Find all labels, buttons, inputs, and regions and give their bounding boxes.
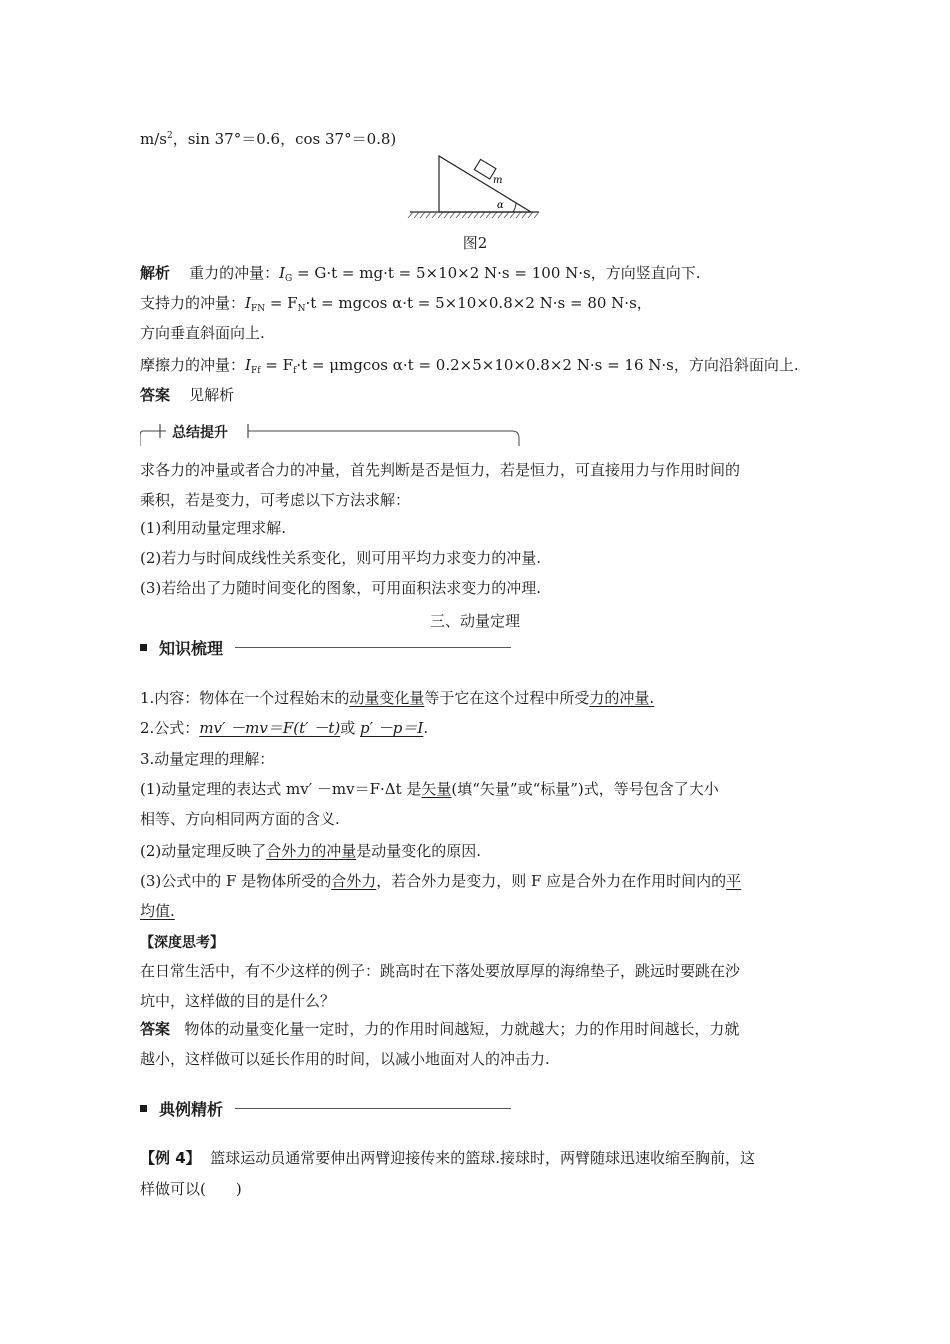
knowledge-p4: (1)动量定理的表达式 mv′ －mv＝F·Δt 是矢量(填“矢量”或“标量”)式，等号包含了大小: [140, 780, 719, 798]
deep-q1: 在日常生活中，有不少这样的例子：跳高时在下落处要放厚厚的海绵垫子，跳远时要跳在沙: [140, 962, 741, 980]
solution-gravity: 解析 重力的冲量：$I_G = G\cdot t = mg\cdot t = 5\times 10\times 2$ N·s = 100 N·s，方向竖直向下.: [140, 264, 701, 284]
incline-figure: [405, 150, 545, 222]
solution-normal-dir: 方向垂直斜面向上.: [140, 324, 265, 342]
deep-title: 【深度思考】: [140, 935, 224, 951]
angle-label: α: [497, 200, 504, 211]
examples-heading: [140, 1097, 511, 1120]
knowledge-title: 知识梳理: [159, 639, 224, 658]
knowledge-heading: [140, 636, 511, 659]
summary-line-5: (3)若给出了力随时间变化的图象，可用面积法求变力的冲理.: [140, 579, 542, 597]
summary-title: 总结提升: [172, 425, 228, 441]
summary-line-1: 求各力的冲量或者合力的冲量，首先判断是否是恒力，若是恒力，可直接用力与作用时间的: [140, 461, 741, 479]
knowledge-p3: 3.动量定理的理解：: [140, 750, 275, 768]
solution-normal: 支持力的冲量：$I_{FN} = F_N\cdot t = mgcos$ α·t = 5×10×0.8×2 N·s = 80 N·s，: [140, 294, 652, 314]
knowledge-p6b: 均值.: [140, 902, 175, 920]
summary-line-2: 乘积，若是变力，可考虑以下方法求解：: [140, 491, 411, 509]
figure-caption: 图2: [462, 234, 488, 252]
knowledge-p2: 2.公式：mv′ －mv＝F(t′ －t)或 p′ －p＝I.: [140, 719, 429, 737]
knowledge-p1: 1.内容：物体在一个过程始末的动量变化量等于它在这个过程中所受力的冲量.: [140, 689, 655, 707]
knowledge-p6: (3)公式中的 F 是物体所受的合外力，若合外力是变力，则 F 应是合外力在作用时间内的平: [140, 872, 742, 890]
heading-rule: [235, 1108, 511, 1109]
summary-header: [140, 420, 520, 446]
example-4-line-1: 【例 4】 篮球运动员通常要伸出两臂迎接传来的篮球.接球时，两臂随球迅速收缩至胸前，这: [140, 1149, 755, 1167]
intro-line: $m/s^2$，sin 37°＝0.6，cos 37°＝0.8): [140, 130, 397, 148]
heading-rule: [235, 647, 511, 648]
mass-label: m: [493, 175, 503, 186]
answer-1: 答案 见解析: [140, 386, 235, 404]
knowledge-p4b: 相等、方向相同两方面的含义.: [140, 810, 340, 828]
deep-answer-2: 越小，这样做可以延长作用的时间，以减小地面对人的冲击力.: [140, 1050, 550, 1068]
examples-title: 典例精析: [159, 1100, 224, 1119]
knowledge-p5: (2)动量定理反映了合外力的冲量是动量变化的原因.: [140, 842, 482, 860]
example-4-line-2: 样做可以( ): [140, 1180, 242, 1198]
section-title: 三、动量定理: [429, 612, 520, 630]
deep-answer-1: 答案 物体的动量变化量一定时，力的作用时间越短，力就越大；力的作用时间越长，力就: [140, 1020, 740, 1038]
summary-line-4: (2)若力与时间成线性关系变化，则可用平均力求变力的冲量.: [140, 549, 542, 567]
bullet-square-icon: [140, 644, 147, 651]
solution-friction: 摩擦力的冲量：$I_{Ff} = F_f\cdot t = \mu mgcos$ α·t = 0.2×5×10×0.8×2 N·s = 16 N·s，方向沿斜面向上.: [140, 356, 799, 376]
deep-q2: 坑中，这样做的目的是什么？: [140, 992, 336, 1010]
summary-line-3: (1)利用动量定理求解.: [140, 519, 287, 537]
bullet-square-icon: [140, 1105, 147, 1112]
